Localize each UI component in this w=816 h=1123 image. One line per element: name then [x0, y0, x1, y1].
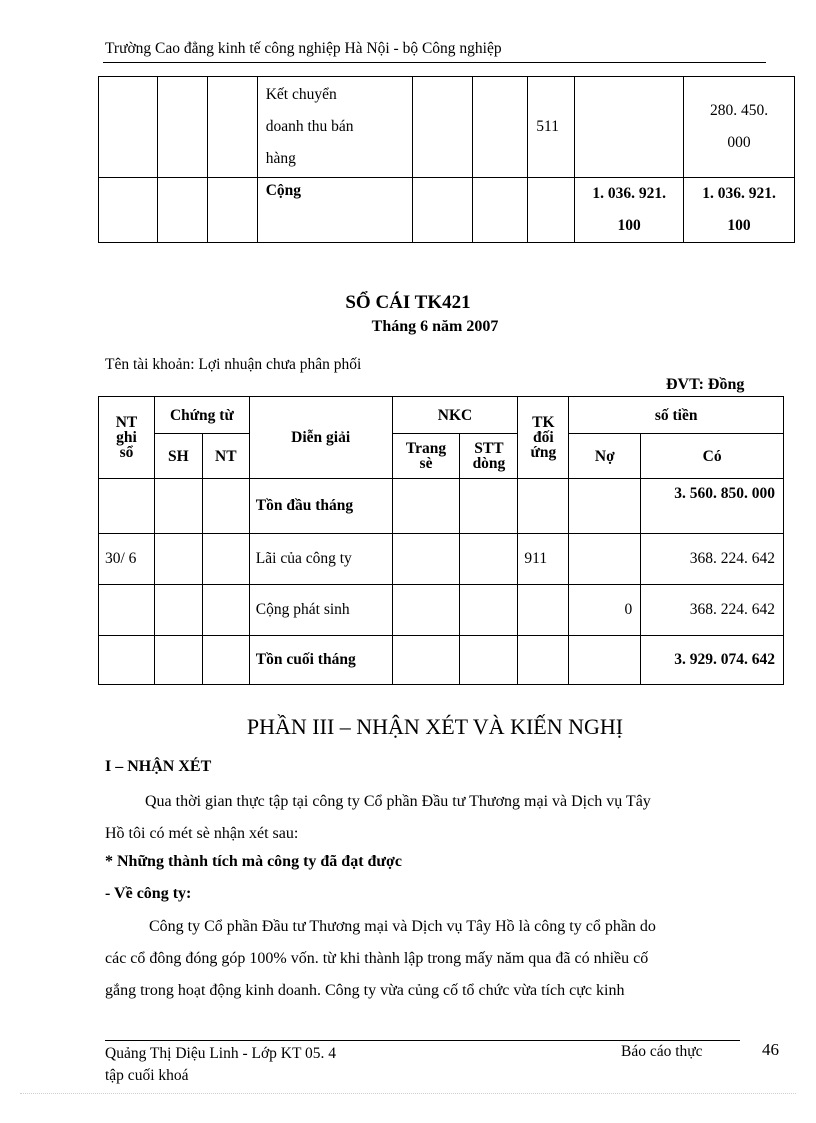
- company-heading: - Về công ty:: [105, 885, 192, 902]
- page-edge-divider: [20, 1093, 796, 1094]
- row-description: Lãi của công ty: [249, 534, 392, 585]
- page-number: 46: [762, 1040, 779, 1059]
- col-header-debit: Nợ: [569, 434, 641, 479]
- footer-author: Quảng Thị Diệu Linh - Lớp KT 05. 4 tập cuối khoá: [105, 1045, 337, 1084]
- table-row: [99, 534, 784, 585]
- row-credit: 280. 450. 000: [684, 77, 795, 178]
- paragraph-company: Công ty Cổ phần Đầu tư Thương mại và Dịch vụ Tây Hồ là công ty cổ phần do các cổ đông đóng góp 100% vốn. từ khi thành lập trong mấy năm qua đã có nhiều cố gắng trong hoạt động kinh doanh. Công ty vừa củng cố tổ chức vừa tích cực kinh: [105, 918, 656, 999]
- account-name: Tên tài khoản: Lợi nhuận chưa phân phối: [105, 356, 362, 373]
- col-header-credit: Có: [641, 434, 784, 479]
- page-header: Trường Cao đẳng kinh tế công nghiệp Hà Nội - bộ Công nghiệp: [105, 40, 502, 57]
- col-header-description: Diễn giải: [249, 397, 392, 479]
- journal-continuation-table: [98, 76, 795, 243]
- col-header-voucher: Chứng từ: [154, 397, 249, 434]
- row-credit: 3. 929. 074. 642: [641, 636, 784, 685]
- row-credit: 1. 036. 921. 100: [684, 178, 795, 243]
- col-header-tk: TK đối ứng: [518, 397, 569, 479]
- row-debit: 0: [569, 585, 641, 636]
- row-description: Kết chuyển doanh thu bán hàng: [257, 77, 412, 178]
- col-header-sh: SH: [154, 434, 202, 479]
- table-row: [99, 585, 784, 636]
- footer-report: Báo cáo thực: [621, 1043, 703, 1060]
- paragraph-intro: Qua thời gian thực tập tại công ty Cổ phần Đầu tư Thương mại và Dịch vụ Tây Hồ tôi có mét sè nhận xét sau:: [105, 793, 651, 842]
- row-date: 30/ 6: [99, 534, 155, 585]
- row-credit: 368. 224. 642: [641, 534, 784, 585]
- col-header-nt: NT: [202, 434, 249, 479]
- col-header-line: STT dòng: [460, 434, 518, 479]
- row-credit: 3. 560. 850. 000: [641, 479, 784, 534]
- row-credit: 368. 224. 642: [641, 585, 784, 636]
- col-header-nkc: NKC: [392, 397, 518, 434]
- section-title: PHẦN III – NHẬN XÉT VÀ KIẾN NGHỊ: [246, 714, 624, 739]
- header-row: [99, 434, 784, 479]
- col-header-date: NT ghi sổ: [99, 397, 155, 479]
- footer-rule: [105, 1040, 740, 1041]
- col-header-amount: số tiền: [569, 397, 784, 434]
- ledger-table: [98, 396, 784, 685]
- row-description: Cộng: [257, 178, 412, 243]
- ledger-subtitle: Tháng 6 năm 2007: [371, 318, 499, 335]
- header-rule: [103, 62, 766, 63]
- row-description: Tồn đầu tháng: [249, 479, 392, 534]
- header-row: [99, 397, 784, 434]
- table-row: [99, 636, 784, 685]
- sub-heading: I – NHẬN XÉT: [105, 758, 212, 775]
- row-account: 911: [518, 534, 569, 585]
- achievements-heading: * Những thành tích mà công ty đã đạt được: [105, 853, 402, 870]
- row-account: 511: [528, 77, 575, 178]
- col-header-page: Trang sè: [392, 434, 460, 479]
- unit-label: ĐVT: Đồng: [666, 376, 745, 393]
- table-row: [99, 479, 784, 534]
- row-description: Cộng phát sinh: [249, 585, 392, 636]
- table-row: [99, 178, 795, 243]
- ledger-title: SỔ CÁI TK421: [345, 292, 471, 313]
- table-row: [99, 77, 795, 178]
- row-debit: 1. 036. 921. 100: [575, 178, 684, 243]
- row-description: Tồn cuối tháng: [249, 636, 392, 685]
